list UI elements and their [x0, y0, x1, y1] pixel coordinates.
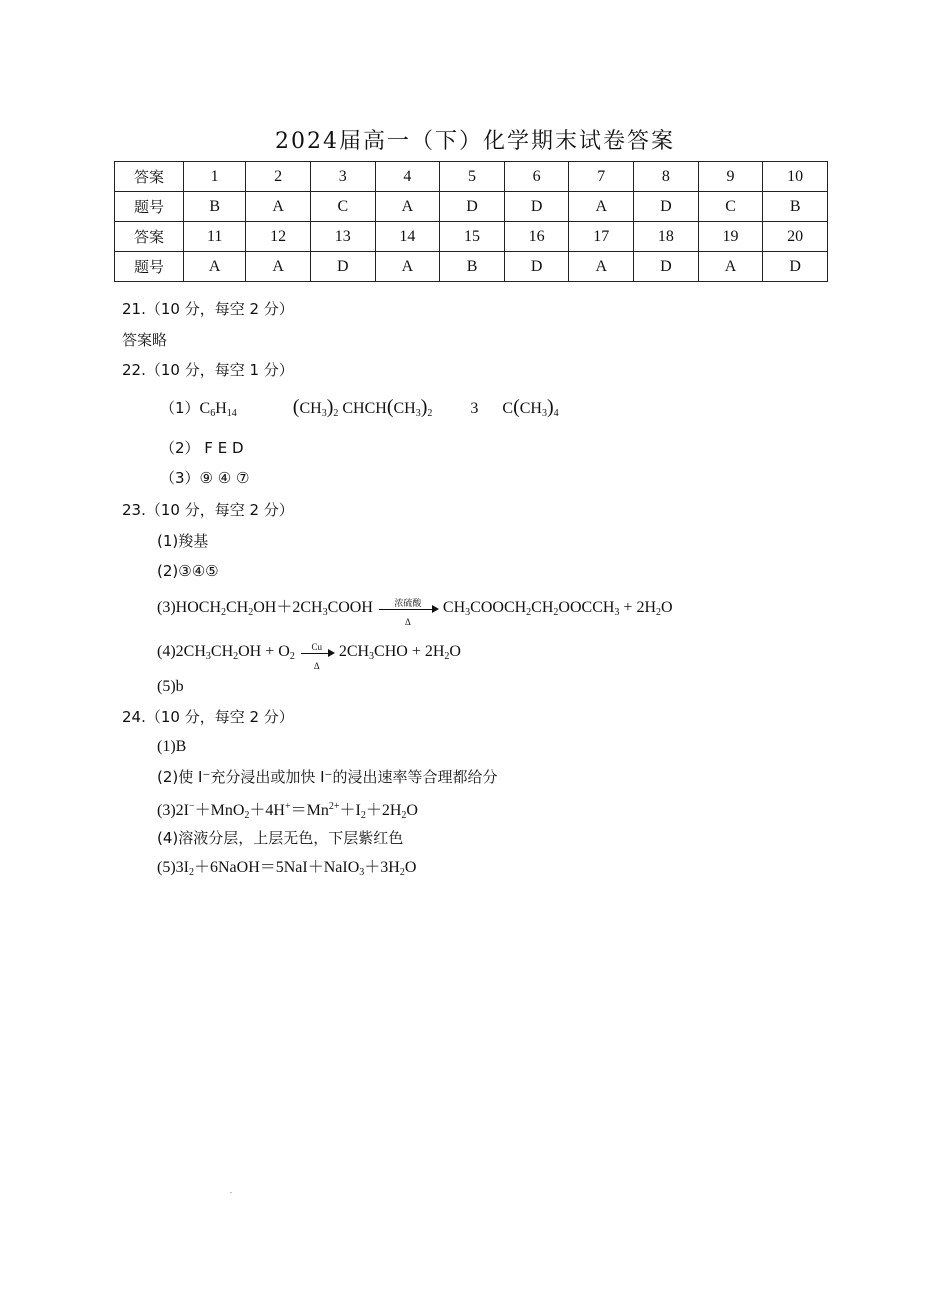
- footer-mark: .: [230, 1186, 232, 1195]
- table-cell: 19: [698, 222, 763, 252]
- table-cell: A: [246, 252, 311, 282]
- table-cell: 5: [440, 162, 505, 192]
- q22-part3: （3）⑨ ④ ⑦: [160, 469, 250, 487]
- molecular-formula: $C_6H_{14}$: [199, 400, 237, 419]
- table-cell: 16: [504, 222, 569, 252]
- row-header: 题号: [115, 192, 184, 222]
- isomer-count: 3: [470, 400, 479, 417]
- q23-heading: 23.（10 分，每空 2 分）: [122, 501, 294, 519]
- table-cell: 11: [184, 222, 246, 252]
- table-cell: 8: [634, 162, 699, 192]
- table-cell: A: [698, 252, 763, 282]
- table-cell: B: [184, 192, 246, 222]
- table-cell: D: [634, 252, 699, 282]
- table-cell: D: [634, 192, 699, 222]
- table-cell: A: [569, 192, 634, 222]
- reaction-arrow: 浓硫酸 Δ: [377, 598, 439, 618]
- table-row: [115, 222, 828, 252]
- table-cell: A: [375, 252, 440, 282]
- table-cell: 2: [246, 162, 311, 192]
- q23-part1: (1)羧基: [157, 532, 209, 550]
- q23-part5: (5)b: [157, 678, 184, 695]
- table-cell: 7: [569, 162, 634, 192]
- q23-part3-equation: $(3)HOCH_2CH_2OH+2CH_3COOH$ 浓硫酸 Δ $CH_3COOCH_2CH_2OOCCH_3 + 2H_2O$: [157, 598, 673, 628]
- table-cell: D: [504, 252, 569, 282]
- table-cell: 6: [504, 162, 569, 192]
- structural-formula-2: $C(CH_3)_4$: [502, 396, 559, 419]
- page-title: 2024届高一（下）化学期末试卷答案: [275, 129, 675, 154]
- table-cell: C: [310, 192, 375, 222]
- table-cell: D: [763, 252, 828, 282]
- q22-part1: [160, 396, 559, 425]
- table-cell: 15: [440, 222, 505, 252]
- q24-part1: (1)B: [157, 738, 187, 755]
- q24-part3-equation: $(3)2I^-+MnO_2+4H^+=Mn^{2+}+I_2+2H_2O$: [157, 801, 418, 821]
- q24-part5-equation: $(5)3I_2+6NaOH=5NaI+NaIO_3+3H_2O$: [157, 859, 417, 878]
- answer-table: [114, 161, 828, 282]
- reaction-arrow: $\frac{Cu}{\Delta}$: [299, 642, 335, 662]
- table-cell: 13: [310, 222, 375, 252]
- table-cell: A: [569, 252, 634, 282]
- table-cell: A: [246, 192, 311, 222]
- table-cell: 20: [763, 222, 828, 252]
- q21-heading: 21.（10 分，每空 2 分）: [122, 300, 294, 318]
- q21-answer: 答案略: [122, 331, 168, 349]
- q24-part2: (2)使 I⁻充分浸出或加快 I⁻的浸出速率等合理都给分: [157, 768, 498, 786]
- row-header: 答案: [115, 162, 184, 192]
- table-cell: 3: [310, 162, 375, 192]
- structural-formula-1: $(CH_3)_2$ $CHCH(CH_3)_2$: [292, 396, 433, 419]
- table-cell: 9: [698, 162, 763, 192]
- table-cell: D: [504, 192, 569, 222]
- table-cell: 10: [763, 162, 828, 192]
- table-cell: 1: [184, 162, 246, 192]
- table-cell: A: [184, 252, 246, 282]
- table-cell: 17: [569, 222, 634, 252]
- q22-part2: （2） F E D: [160, 439, 244, 457]
- q24-heading: 24.（10 分，每空 2 分）: [122, 708, 294, 726]
- q23-part2: (2)③④⑤: [157, 562, 219, 580]
- table-cell: D: [310, 252, 375, 282]
- table-cell: 14: [375, 222, 440, 252]
- table-row: [115, 162, 828, 192]
- row-header: 题号: [115, 252, 184, 282]
- table-row: [115, 252, 828, 282]
- table-cell: 12: [246, 222, 311, 252]
- table-cell: B: [440, 252, 505, 282]
- q22-part1-label: （1）: [160, 399, 200, 417]
- q24-part4: (4)溶液分层，上层无色，下层紫红色: [157, 829, 404, 847]
- q22-heading: 22.（10 分，每空 1 分）: [122, 361, 294, 379]
- row-header: 答案: [115, 222, 184, 252]
- table-row: [115, 192, 828, 222]
- table-cell: 18: [634, 222, 699, 252]
- table-cell: C: [698, 192, 763, 222]
- table-cell: 4: [375, 162, 440, 192]
- table-cell: A: [375, 192, 440, 222]
- table-cell: D: [440, 192, 505, 222]
- q23-part4-equation: $(4)2CH_3CH_2OH + O_2$ $\frac{Cu}{\Delta}$ $2CH_3CHO + 2H_2O$: [157, 642, 461, 672]
- table-cell: B: [763, 192, 828, 222]
